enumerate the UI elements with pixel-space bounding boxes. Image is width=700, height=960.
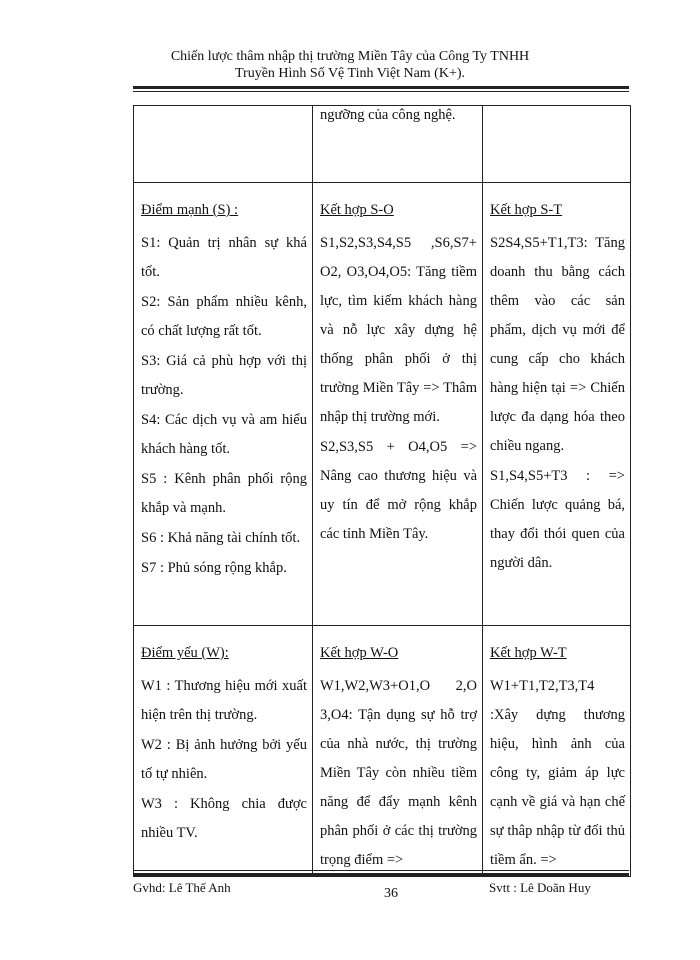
- footer-student: Svtt : Lê Doãn Huy: [489, 880, 591, 895]
- st-heading: Kết hợp S-T: [490, 202, 563, 218]
- weakness-item: W2 : Bị ảnh hưởng bởi yếu tố tự nhiên.: [141, 737, 307, 782]
- cell-wo: [313, 626, 483, 877]
- strength-item: S5 : Kênh phân phối rộng khắp và mạnh.: [141, 471, 307, 516]
- cell-strengths: [134, 183, 313, 626]
- strength-item: S3: Giá cả phù hợp với thị trường.: [141, 353, 307, 398]
- footer-rule-thin: [133, 870, 629, 871]
- cell-wt: [483, 626, 631, 877]
- weakness-item: W3 : Không chia được nhiều TV.: [141, 796, 307, 841]
- footer-advisor: Gvhd: Lê Thế Anh: [133, 880, 231, 895]
- wt-paragraph-1: W1+T1,T2,T3,T4 :Xây dựng thương hiệu, hình ảnh của công ty, giảm áp lực cạnh về giá và hạn chế sự thâp nhập từ đối thủ tiềm ẩn. =>: [490, 678, 625, 868]
- cell-weaknesses: [134, 626, 313, 877]
- wo-paragraph-1: W1,W2,W3+O1,O 2,O 3,O4: Tận dụng sự hỗ trợ của nhà nước, thị trường Miền Tây còn nhiều tiềm năng để đẩy mạnh kênh phân phối ở các thị trường trọng điểm =>: [320, 678, 477, 868]
- strengths-heading: Điểm mạnh (S) :: [141, 202, 239, 218]
- header-rule-thick: [133, 86, 629, 89]
- strength-item: S1: Quản trị nhân sự khá tốt.: [141, 235, 307, 280]
- cell-top-col1: [134, 106, 313, 183]
- cell-st: [483, 183, 631, 626]
- wt-heading: Kết hợp W-T: [490, 645, 567, 661]
- strength-item: S7 : Phủ sóng rộng khắp.: [141, 560, 287, 576]
- cell-so: [313, 183, 483, 626]
- header-line-1: Chiến lược thâm nhập thị trường Miền Tây của Công Ty TNHH: [170, 49, 530, 64]
- text-threshold: ngưỡng của công nghệ.: [320, 107, 456, 123]
- weaknesses-heading: Điểm yếu (W):: [141, 645, 229, 661]
- cell-top-col2: [313, 106, 483, 183]
- cell-top-col3: [483, 106, 631, 183]
- header-line-2: Truyền Hình Số Vệ Tinh Việt Nam (K+).: [234, 66, 466, 81]
- table-row-top: [134, 106, 631, 183]
- table-row-strengths: [134, 183, 631, 626]
- strength-item: S6 : Khả năng tài chính tốt.: [141, 530, 301, 546]
- so-paragraph-1: S1,S2,S3,S4,S5 ,S6,S7+ O2, O3,O4,O5: Tăng tiềm lực, tìm kiếm khách hàng và nỗ lực xây dựng hệ thống phân phối ở thị trường Miền Tây => Thâm nhập thị trường mới.: [320, 235, 477, 425]
- so-paragraph-2: S2,S3,S5 + O4,O5 => Nâng cao thương hiệu và uy tín để mở rộng khắp các tỉnh Miền Tây.: [320, 439, 477, 542]
- header-rule-thin: [133, 91, 629, 92]
- so-heading: Kết hợp S-O: [320, 202, 394, 218]
- table-row-weaknesses: [134, 626, 631, 877]
- weakness-item: W1 : Thương hiệu mới xuất hiện trên thị trường.: [141, 678, 307, 723]
- swot-table: [133, 105, 631, 877]
- strength-item: S2: Sản phẩm nhiều kênh, có chất lượng rất tốt.: [141, 294, 307, 339]
- wo-heading: Kết hợp W-O: [320, 645, 399, 661]
- footer-rule-thick: [133, 873, 629, 876]
- page-number: 36: [384, 886, 398, 901]
- st-paragraph-2: S1,S4,S5+T3 : => Chiến lược quảng bá, thay đổi thói quen của người dân.: [490, 468, 625, 571]
- st-paragraph-1: S2S4,S5+T1,T3: Tăng doanh thu bằng cách thêm vào các sản phẩm, dịch vụ mới để cung cấp cho khách hàng hiện tại => Chiến lược đa dạng hóa theo chiều ngang.: [490, 235, 625, 454]
- strength-item: S4: Các dịch vụ và am hiểu khách hàng tốt.: [141, 412, 307, 457]
